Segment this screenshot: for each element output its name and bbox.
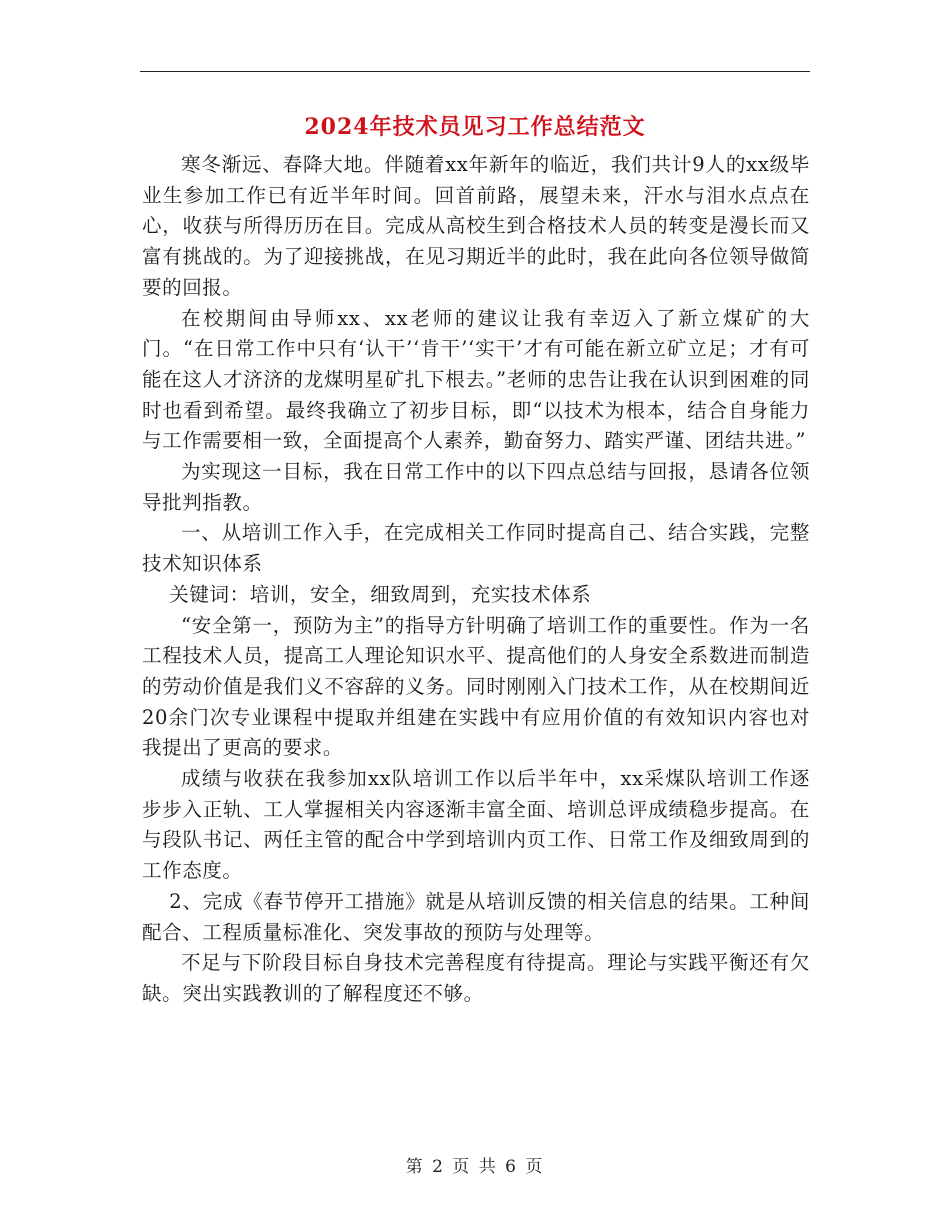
- paragraph-shortcomings: 不足与下阶段目标自身技术完善程度有待提高。理论与实践平衡还有欠缺。突出实践教训的了解程度还不够。: [142, 951, 810, 1005]
- paragraph-intro: 寒冬渐远、春降大地。伴随着xx年新年的临近，我们共计9人的xx级毕业生参加工作已有近半年时间。回首前路，展望未来，汗水与泪水点点在心，收获与所得历历在目。完成从高校生到合格技术人员的转变是漫长而又富有挑战的。为了迎接挑战，在见习期近半的此时，我在此向各位领导做简要的回报。: [142, 153, 810, 299]
- section-heading-training: 一、从培训工作入手，在完成相关工作同时提高自己、结合实践，完整技术知识体系: [142, 521, 810, 576]
- paragraph-goal: 为实现这一目标，我在日常工作中的以下四点总结与回报，恳请各位领导批判指教。: [142, 460, 810, 514]
- page-number: 第 2 页 共 6 页: [405, 1157, 545, 1177]
- paragraph-keywords: 关键词：培训，安全，细致周到，充实技术体系: [169, 582, 592, 606]
- header-rule: [140, 71, 810, 72]
- document-body: [142, 150, 810, 1010]
- paragraph-results: 成绩与收获在我参加xx队培训工作以后半年中，xx采煤队培训工作逐步步入正轨、工人掌握相关内容逐渐丰富全面、培训总评成绩稳步提高。在与段队书记、两任主管的配合中学到培训内页工作、日常工作及细致周到的工作态度。: [142, 767, 810, 883]
- paragraph-safety: “安全第一，预防为主”的指导方针明确了培训工作的重要性。作为一名工程技术人员，提高工人理论知识水平、提高他们的人身安全系数进而制造的劳动价值是我们义不容辞的义务。同时刚刚入门技术工作，从在校期间近20余门次专业课程中提取并组建在实践中有应用价值的有效知识内容也对我提出了更高的要求。: [142, 613, 810, 760]
- document-title: 2024年技术员见习工作总结范文: [304, 114, 646, 140]
- paragraph-school: 在校期间由导师xx、xx老师的建议让我有幸迈入了新立煤矿的大门。“在日常工作中只有‘认干’‘肯干’‘实干’才有可能在新立矿立足；才有可能在这人才济济的龙煤明星矿扎下根去。”老师的忠告让我在认识到困难的同时也看到希望。最终我确立了初步目标，即“以技术为根本，结合自身能力与工作需要相一致，全面提高个人素养，勤奋努力、踏实严谨、团结共进。”: [142, 306, 810, 453]
- paragraph-measures: 2、完成《春节停开工措施》就是从培训反馈的相关信息的结果。工种间配合、工程质量标准化、突发事故的预防与处理等。: [142, 889, 810, 944]
